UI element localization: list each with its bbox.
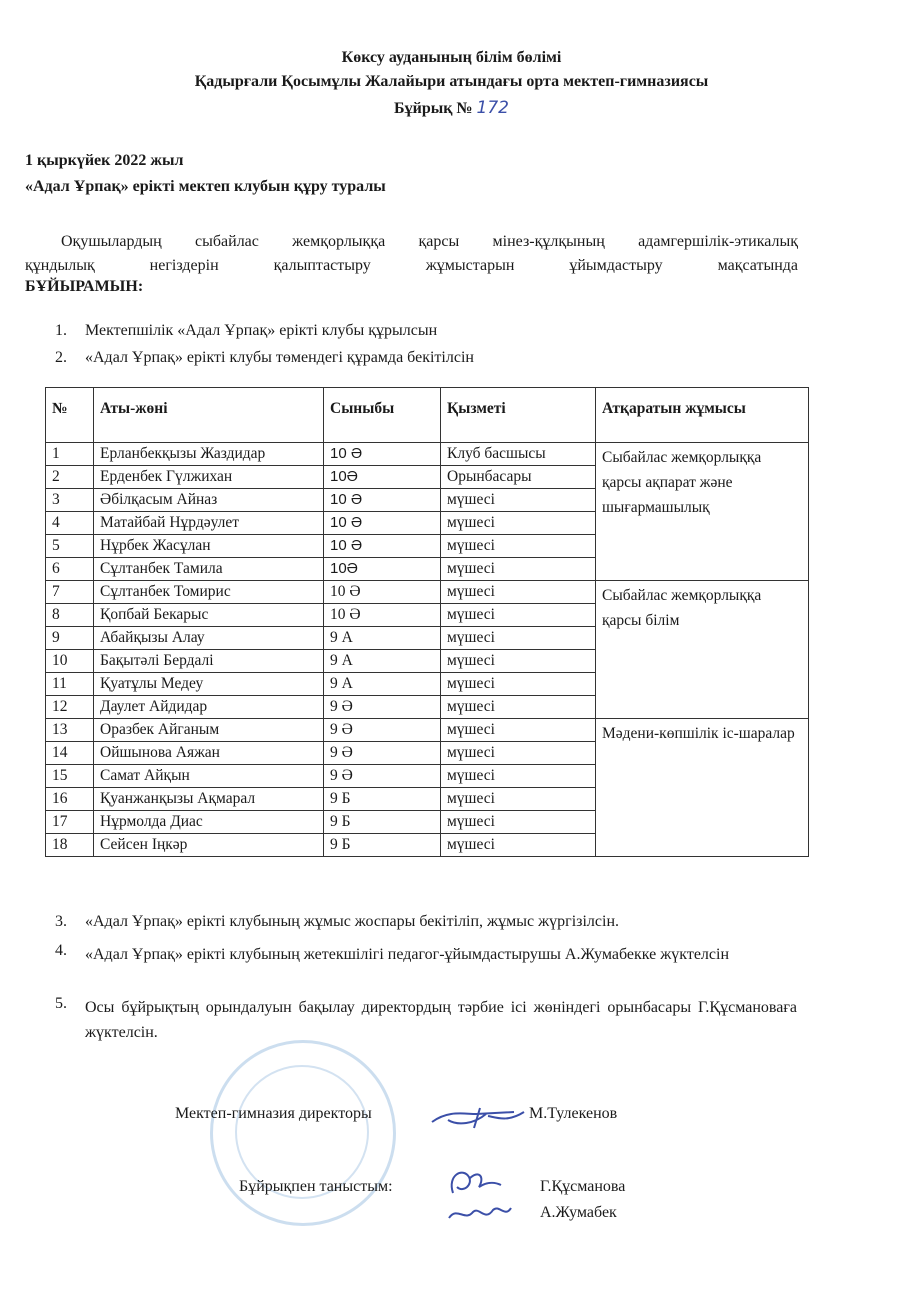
member-class: 9 Ә xyxy=(324,719,441,742)
row-number: 18 xyxy=(46,834,94,857)
row-number: 14 xyxy=(46,742,94,765)
members-table xyxy=(45,387,809,857)
member-name: Қуатұлы Медеу xyxy=(94,673,324,696)
row-number: 11 xyxy=(46,673,94,696)
member-role: мүшесі xyxy=(441,535,596,558)
member-role: Клуб басшысы xyxy=(441,443,596,466)
member-role: мүшесі xyxy=(441,604,596,627)
table-row xyxy=(46,581,809,604)
row-number: 10 xyxy=(46,650,94,673)
member-class: 9 Б xyxy=(324,788,441,811)
member-class: 9 А xyxy=(324,673,441,696)
column-header: № xyxy=(46,388,94,443)
table-header-row xyxy=(46,388,809,443)
signature-kusmanova xyxy=(445,1165,505,1201)
list-item-text: «Адал Ұрпақ» ерікті клубы төмендегі құрамда бекітілсін xyxy=(85,349,474,366)
member-class: 10Ә xyxy=(324,466,441,489)
list-item-number: 5. xyxy=(55,995,67,1012)
row-number: 7 xyxy=(46,581,94,604)
header-school: Қадырғали Қосымұлы Жалайыри атындағы орта мектеп-гимназиясы xyxy=(194,73,709,90)
member-class: 9 Ә xyxy=(324,696,441,719)
acknowledger-name: А.Жумабек xyxy=(540,1204,617,1221)
member-class: 10Ә xyxy=(324,558,441,581)
member-class: 10 Ә xyxy=(324,443,441,466)
member-role: мүшесі xyxy=(441,627,596,650)
member-role: мүшесі xyxy=(441,742,596,765)
order-title xyxy=(0,98,903,118)
header-department: Көксу ауданының білім бөлімі xyxy=(341,49,562,66)
intro-line-2: құндылық негіздерін қалыптастыру жұмыстарын ұйымдастыру мақсатында xyxy=(25,257,798,274)
list-item-text: «Адал Ұрпақ» ерікті клубының жұмыс жоспары бекітіліп, жұмыс жүргізілсін. xyxy=(85,913,620,930)
member-class: 10 Ә xyxy=(324,512,441,535)
member-name: Даулет Айдидар xyxy=(94,696,324,719)
list-item-number: 4. xyxy=(55,942,67,959)
member-class: 10 Ә xyxy=(324,489,441,512)
member-role: мүшесі xyxy=(441,811,596,834)
member-class: 10 Ә xyxy=(324,581,441,604)
row-number: 15 xyxy=(46,765,94,788)
member-name: Оразбек Айганым xyxy=(94,719,324,742)
order-subject: «Адал Ұрпақ» ерікті мектеп клубын құру туралы xyxy=(25,178,386,195)
row-number: 3 xyxy=(46,489,94,512)
member-role: мүшесі xyxy=(441,558,596,581)
list-item-text: «Адал Ұрпақ» ерікті клубының жетекшілігі педагог-ұйымдастырушы А.Жумабекке жүктелсін xyxy=(85,946,730,963)
member-class: 9 А xyxy=(324,627,441,650)
member-name: Самат Айқын xyxy=(94,765,324,788)
member-role: мүшесі xyxy=(441,512,596,535)
member-name: Ерденбек Гүлжихан xyxy=(94,466,324,489)
official-stamp xyxy=(210,1040,396,1226)
list-item-text: Осы бұйрықтың орындалуын бақылау директордың тәрбие ісі жөніндегі орынбасары Г.Құсмановаға жүктелсін. xyxy=(85,999,797,1041)
member-name: Ерланбекқызы Жаздидар xyxy=(94,443,324,466)
row-number: 4 xyxy=(46,512,94,535)
member-role: мүшесі xyxy=(441,696,596,719)
member-name: Матайбай Нұрдәулет xyxy=(94,512,324,535)
list-item-number: 1. xyxy=(55,322,67,339)
row-number: 12 xyxy=(46,696,94,719)
member-class: 9 Ә xyxy=(324,765,441,788)
member-role: мүшесі xyxy=(441,489,596,512)
work-group: Сыбайлас жемқорлыққа қарсы білім xyxy=(596,581,809,719)
column-header: Сыныбы xyxy=(324,388,441,443)
row-number: 16 xyxy=(46,788,94,811)
member-role: Орынбасары xyxy=(441,466,596,489)
table-row xyxy=(46,443,809,466)
member-name: Қуанжанқызы Ақмарал xyxy=(94,788,324,811)
member-role: мүшесі xyxy=(441,650,596,673)
member-role: мүшесі xyxy=(441,581,596,604)
member-class: 9 Б xyxy=(324,811,441,834)
row-number: 17 xyxy=(46,811,94,834)
list-item-text: Мектепшілік «Адал Ұрпақ» ерікті клубы құрылсын xyxy=(85,322,438,339)
column-header: Аты-жөні xyxy=(94,388,324,443)
signature-zhumabek xyxy=(445,1200,515,1228)
member-name: Сұлтанбек Тамила xyxy=(94,558,324,581)
order-label: Бұйрық № xyxy=(394,100,473,117)
row-number: 9 xyxy=(46,627,94,650)
member-name: Нұрмолда Диас xyxy=(94,811,324,834)
member-role: мүшесі xyxy=(441,719,596,742)
intro-line-1: Оқушылардың сыбайлас жемқорлыққа қарсы мінез-құлқының адамгершілік-этикалық xyxy=(61,233,798,250)
column-header: Атқаратын жұмысы xyxy=(596,388,809,443)
row-number: 5 xyxy=(46,535,94,558)
work-group: Мәдени-көпшілік іс-шаралар xyxy=(596,719,809,857)
member-name: Сұлтанбек Томирис xyxy=(94,581,324,604)
member-class: 9 А xyxy=(324,650,441,673)
member-name: Ойшынова Аяжан xyxy=(94,742,324,765)
member-name: Бақытәлі Бердалі xyxy=(94,650,324,673)
acknowledger-name: Г.Құсманова xyxy=(540,1178,626,1195)
member-role: мүшесі xyxy=(441,765,596,788)
column-header: Қызметі xyxy=(441,388,596,443)
member-name: Сейсен Іңкәр xyxy=(94,834,324,857)
member-name: Қопбай Бекарыс xyxy=(94,604,324,627)
member-class: 10 Ә xyxy=(324,604,441,627)
list-item-number: 2. xyxy=(55,349,67,366)
member-class: 9 Ә xyxy=(324,742,441,765)
member-role: мүшесі xyxy=(441,834,596,857)
member-class: 9 Б xyxy=(324,834,441,857)
acknowledgement-label: Бұйрықпен таныстым: xyxy=(239,1178,393,1195)
director-label: Мектеп-гимназия директоры xyxy=(175,1105,372,1122)
table-row xyxy=(46,719,809,742)
member-role: мүшесі xyxy=(441,788,596,811)
row-number: 1 xyxy=(46,443,94,466)
order-number: 172 xyxy=(476,98,509,118)
member-name: Әбілқасым Айназ xyxy=(94,489,324,512)
order-word: БҰЙЫРАМЫН: xyxy=(25,278,144,295)
work-group: Сыбайлас жемқорлыққа қарсы ақпарат және шығармашылық xyxy=(596,443,809,581)
member-name: Абайқызы Алау xyxy=(94,627,324,650)
row-number: 6 xyxy=(46,558,94,581)
row-number: 2 xyxy=(46,466,94,489)
order-date: 1 қыркүйек 2022 жыл xyxy=(25,152,184,169)
member-name: Нұрбек Жасұлан xyxy=(94,535,324,558)
director-signature xyxy=(428,1100,528,1134)
member-role: мүшесі xyxy=(441,673,596,696)
list-item-number: 3. xyxy=(55,913,67,930)
director-name: М.Тулекенов xyxy=(529,1105,618,1122)
member-class: 10 Ә xyxy=(324,535,441,558)
row-number: 13 xyxy=(46,719,94,742)
row-number: 8 xyxy=(46,604,94,627)
